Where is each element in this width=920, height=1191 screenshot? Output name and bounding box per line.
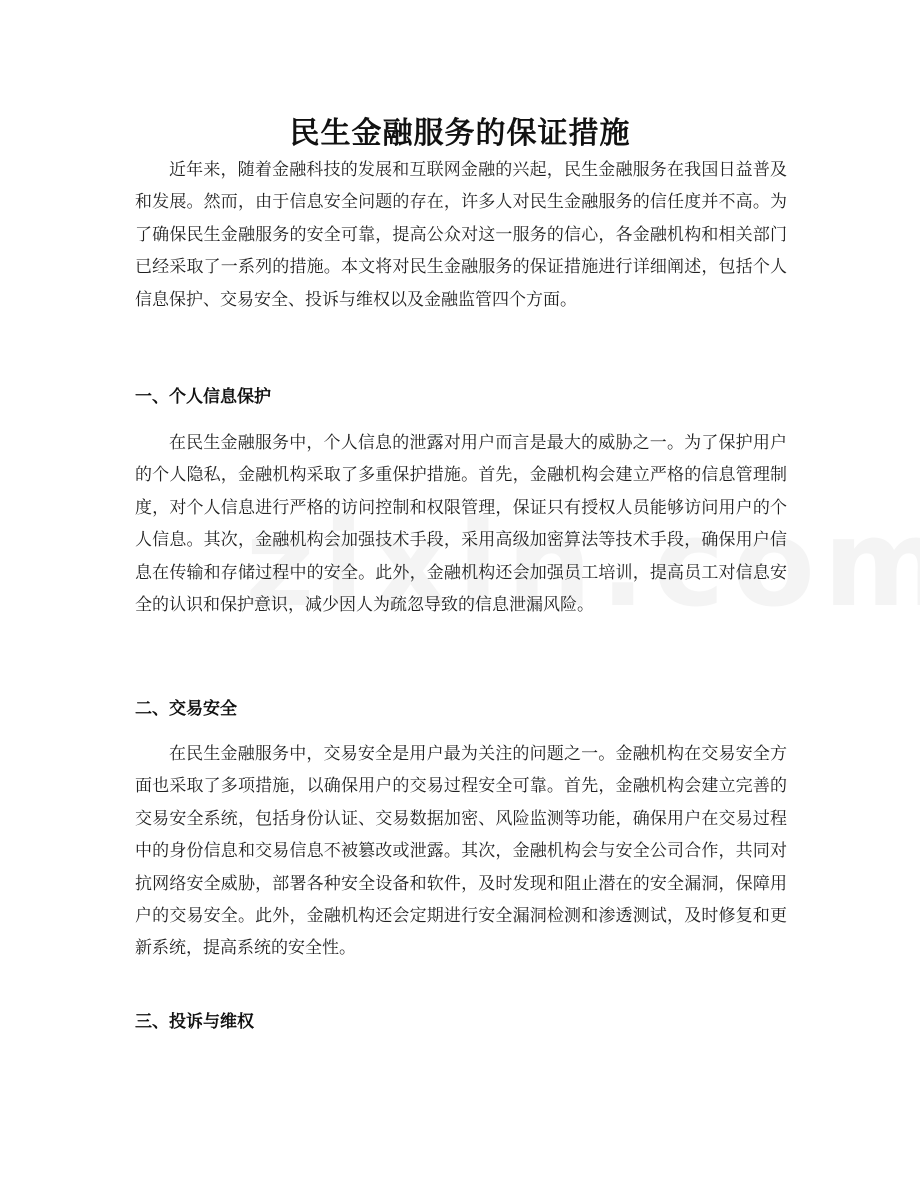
- section-heading-transaction-security: 二、交易安全: [135, 699, 237, 719]
- intro-paragraph: 近年来，随着金融科技的发展和互联网金融的兴起，民生金融服务在我国日益普及和发展。然而，由于信息安全问题的存在，许多人对民生金融服务的信任度并不高。为了确保民生金融服务的安全可靠，提高公众对这一服务的信心，各金融机构和相关部门已经采取了一系列的措施。本文将对民生金融服务的保证措施进行详细阐述，包括个人信息保护、交易安全、投诉与维权以及金融监管四个方面。: [135, 160, 787, 310]
- section-heading-personal-info: 一、个人信息保护: [135, 387, 271, 407]
- section-heading-complaints: 三、投诉与维权: [135, 1012, 254, 1032]
- section-body-personal-info: 在民生金融服务中，个人信息的泄露对用户而言是最大的威胁之一。为了保护用户的个人隐私，金融机构采取了多重保护措施。首先，金融机构会建立严格的信息管理制度，对个人信息进行严格的访问控制和权限管理，保证只有授权人员能够访问用户的个人信息。其次，金融机构会加强技术手段，采用高级加密算法等技术手段，确保用户信息在传输和存储过程中的安全。此外，金融机构还会加强员工培训，提高员工对信息安全的认识和保护意识，减少因人为疏忽导致的信息泄漏风险。: [135, 433, 787, 616]
- section-body-transaction-security: 在民生金融服务中，交易安全是用户最为关注的问题之一。金融机构在交易安全方面也采取了多项措施，以确保用户的交易过程安全可靠。首先，金融机构会建立完善的交易安全系统，包括身份认证、交易数据加密、风险监测等功能，确保用户在交易过程中的身份信息和交易信息不被篡改或泄露。其次，金融机构会与安全公司合作，共同对抗网络安全威胁，部署各种安全设备和软件，及时发现和阻止潜在的安全漏洞，保障用户的交易安全。此外，金融机构还会定期进行安全漏洞检测和渗透测试，及时修复和更新系统，提高系统的安全性。: [135, 744, 787, 959]
- page-title: 民生金融服务的保证措施: [289, 116, 631, 151]
